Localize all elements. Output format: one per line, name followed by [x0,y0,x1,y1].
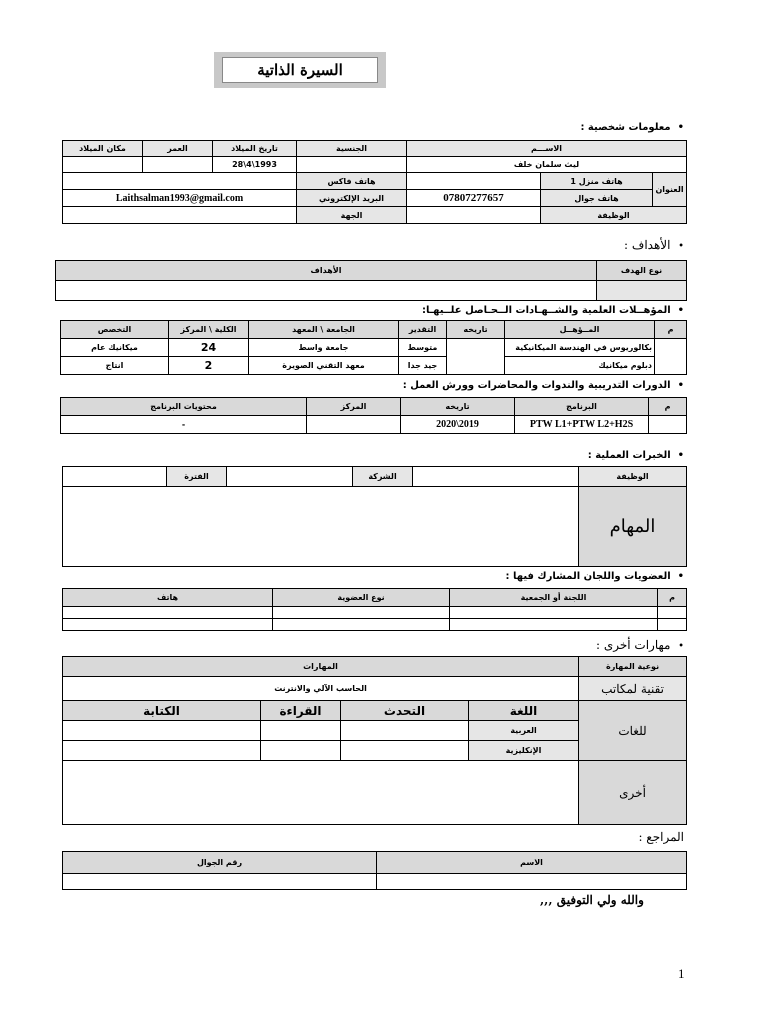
email-label: البريد الإلكتروني [297,190,407,207]
closing-text: والله ولي التوفيق ,,, [540,893,644,907]
bullet-icon: • [677,571,684,582]
experience-table [62,466,687,567]
cell-home-phone [407,173,541,190]
table-row-cell [655,339,687,375]
courses-table [60,397,687,434]
page-number: 1 [678,966,685,981]
goal-type-cell [597,281,687,301]
table-row-cell [649,416,687,434]
table-row-cell [341,721,469,741]
goals-heading: • الأهداف : [624,238,684,252]
header-birthdate: تاريخ الميلاد [213,141,297,157]
header-nationality: الجنسية [297,141,407,157]
header-language: اللغة [469,701,579,721]
table-row-cell [273,619,450,631]
header-name: الاســـم [407,141,687,157]
table-row-cell: متوسط [399,339,447,357]
table-row-cell [450,607,658,619]
table-row-cell [273,607,450,619]
table-row-cell [658,607,687,619]
other-cell [63,761,579,825]
header-company: الشركة [353,467,413,487]
table-row-cell: بكالوريوس في الهندسة الميكانيكية [505,339,655,357]
bullet-icon: • [678,241,684,252]
header-qualification: المــؤهــل [505,321,655,339]
header-phone: هاتف [63,589,273,607]
table-row-cell [450,619,658,631]
table-row-cell: ميكانيك عام [61,339,169,357]
experience-heading: • الخبرات العملية : [587,450,684,461]
email-value: Laithsalman1993@gmail.com [63,190,297,207]
page-title: السيرة الذاتية [222,57,378,83]
office-value: الحاسب الآلي والانترنت [63,677,579,701]
address-label: العنوان [653,173,687,207]
cell-birthplace [63,157,143,173]
job-label: الوظيفة [541,207,687,224]
title-box [214,52,386,88]
header-grade: التقدير [399,321,447,339]
table-row-cell [447,339,505,375]
table-row-cell: انتاج [61,357,169,375]
courses-heading: • الدورات التدريبية والندوات والمحاضرات وورش العمل : [402,380,684,391]
header-number: م [655,321,687,339]
goals-header: الأهداف [56,261,597,281]
table-row-cell: 24 [169,339,249,357]
other-label: أخرى [579,761,687,825]
header-birthplace: مكان الميلاد [63,141,143,157]
cell-entity [63,207,297,224]
bullet-icon: • [678,641,684,652]
skills-heading: • مهارات أخرى : [595,638,684,652]
header-mobile: رقم الجوال [63,852,377,874]
table-row-cell: 2020\2019 [401,416,515,434]
header-skills: المهارات [63,657,579,677]
header-job: الوظيفة [579,467,687,487]
personal-heading: • معلومات شخصية : [580,122,684,133]
header-name: الاسم [377,852,687,874]
cell-name: ليث سلمان خلف [407,157,687,173]
table-row-cell [261,741,341,761]
memberships-heading: • العضويات واللجان المشارك فيها : [505,571,684,582]
table-row-cell [63,619,273,631]
bullet-icon: • [677,305,684,316]
cell-job [407,207,541,224]
table-row-cell [341,741,469,761]
cell-company [227,467,353,487]
cell-job [413,467,579,487]
header-center: المركز [307,398,401,416]
table-row-cell [377,874,687,890]
references-table [62,851,687,890]
home-phone-label: هاتف منزل 1 [541,173,653,190]
table-row-cell: دبلوم ميكانيك [505,357,655,375]
language-english: الإنكليزية [469,741,579,761]
tasks-label: المهام [579,487,687,567]
cell-birthdate: 1993\4\28 [213,157,297,173]
table-row-cell [658,619,687,631]
header-program: البرنامج [515,398,649,416]
header-specialty: التخصص [61,321,169,339]
table-row-cell: 2 [169,357,249,375]
mobile-value: 07807277657 [407,190,541,207]
table-row-cell [63,741,261,761]
skills-table [62,656,687,825]
header-college: الكلية \ المركز [169,321,249,339]
table-row-cell: جامعة واسط [249,339,399,357]
header-skill-type: نوعية المهارة [579,657,687,677]
qualifications-heading: • المؤهــلات العلمية والشــهـادات الــحـاصل علــيهـا: [421,305,684,316]
table-row-cell: جيد جدا [399,357,447,375]
header-date: تاريخه [447,321,505,339]
header-number: م [658,589,687,607]
references-heading: المراجع : [638,830,684,844]
languages-label: للغات [579,701,687,761]
goal-type-header: نوع الهدف [597,261,687,281]
cell-fax [63,173,297,190]
header-writing: الكتابة [63,701,261,721]
header-period: الفترة [167,467,227,487]
bullet-icon: • [677,450,684,461]
table-row-cell: - [61,416,307,434]
table-row-cell [63,874,377,890]
cell-age [143,157,213,173]
qualifications-table [60,320,687,375]
table-row-cell [307,416,401,434]
bullet-icon: • [677,380,684,391]
header-age: العمر [143,141,213,157]
memberships-table [62,588,687,631]
tasks-cell [63,487,579,567]
header-university: الجامعة \ المعهد [249,321,399,339]
header-committee: اللجنة أو الجمعية [450,589,658,607]
language-arabic: العربية [469,721,579,741]
fax-label: هاتف فاكس [297,173,407,190]
header-date: تاريخه [401,398,515,416]
header-reading: القراءة [261,701,341,721]
header-content: محتويات البرنامج [61,398,307,416]
cell-nationality [297,157,407,173]
table-row-cell [63,721,261,741]
entity-label: الجهة [297,207,407,224]
bullet-icon: • [677,122,684,133]
table-row-cell: معهد التقني الصويرة [249,357,399,375]
header-number: م [649,398,687,416]
table-row-cell [261,721,341,741]
header-speaking: التحدث [341,701,469,721]
goals-table [55,260,687,301]
mobile-label: هاتف جوال [541,190,653,207]
personal-table [62,140,687,224]
cell-period [63,467,167,487]
table-row-cell [63,607,273,619]
header-membership-type: نوع العضوية [273,589,450,607]
office-label: تقنية لمكاتب [579,677,687,701]
table-row-cell: PTW L1+PTW L2+H2S [515,416,649,434]
goals-cell [56,281,597,301]
